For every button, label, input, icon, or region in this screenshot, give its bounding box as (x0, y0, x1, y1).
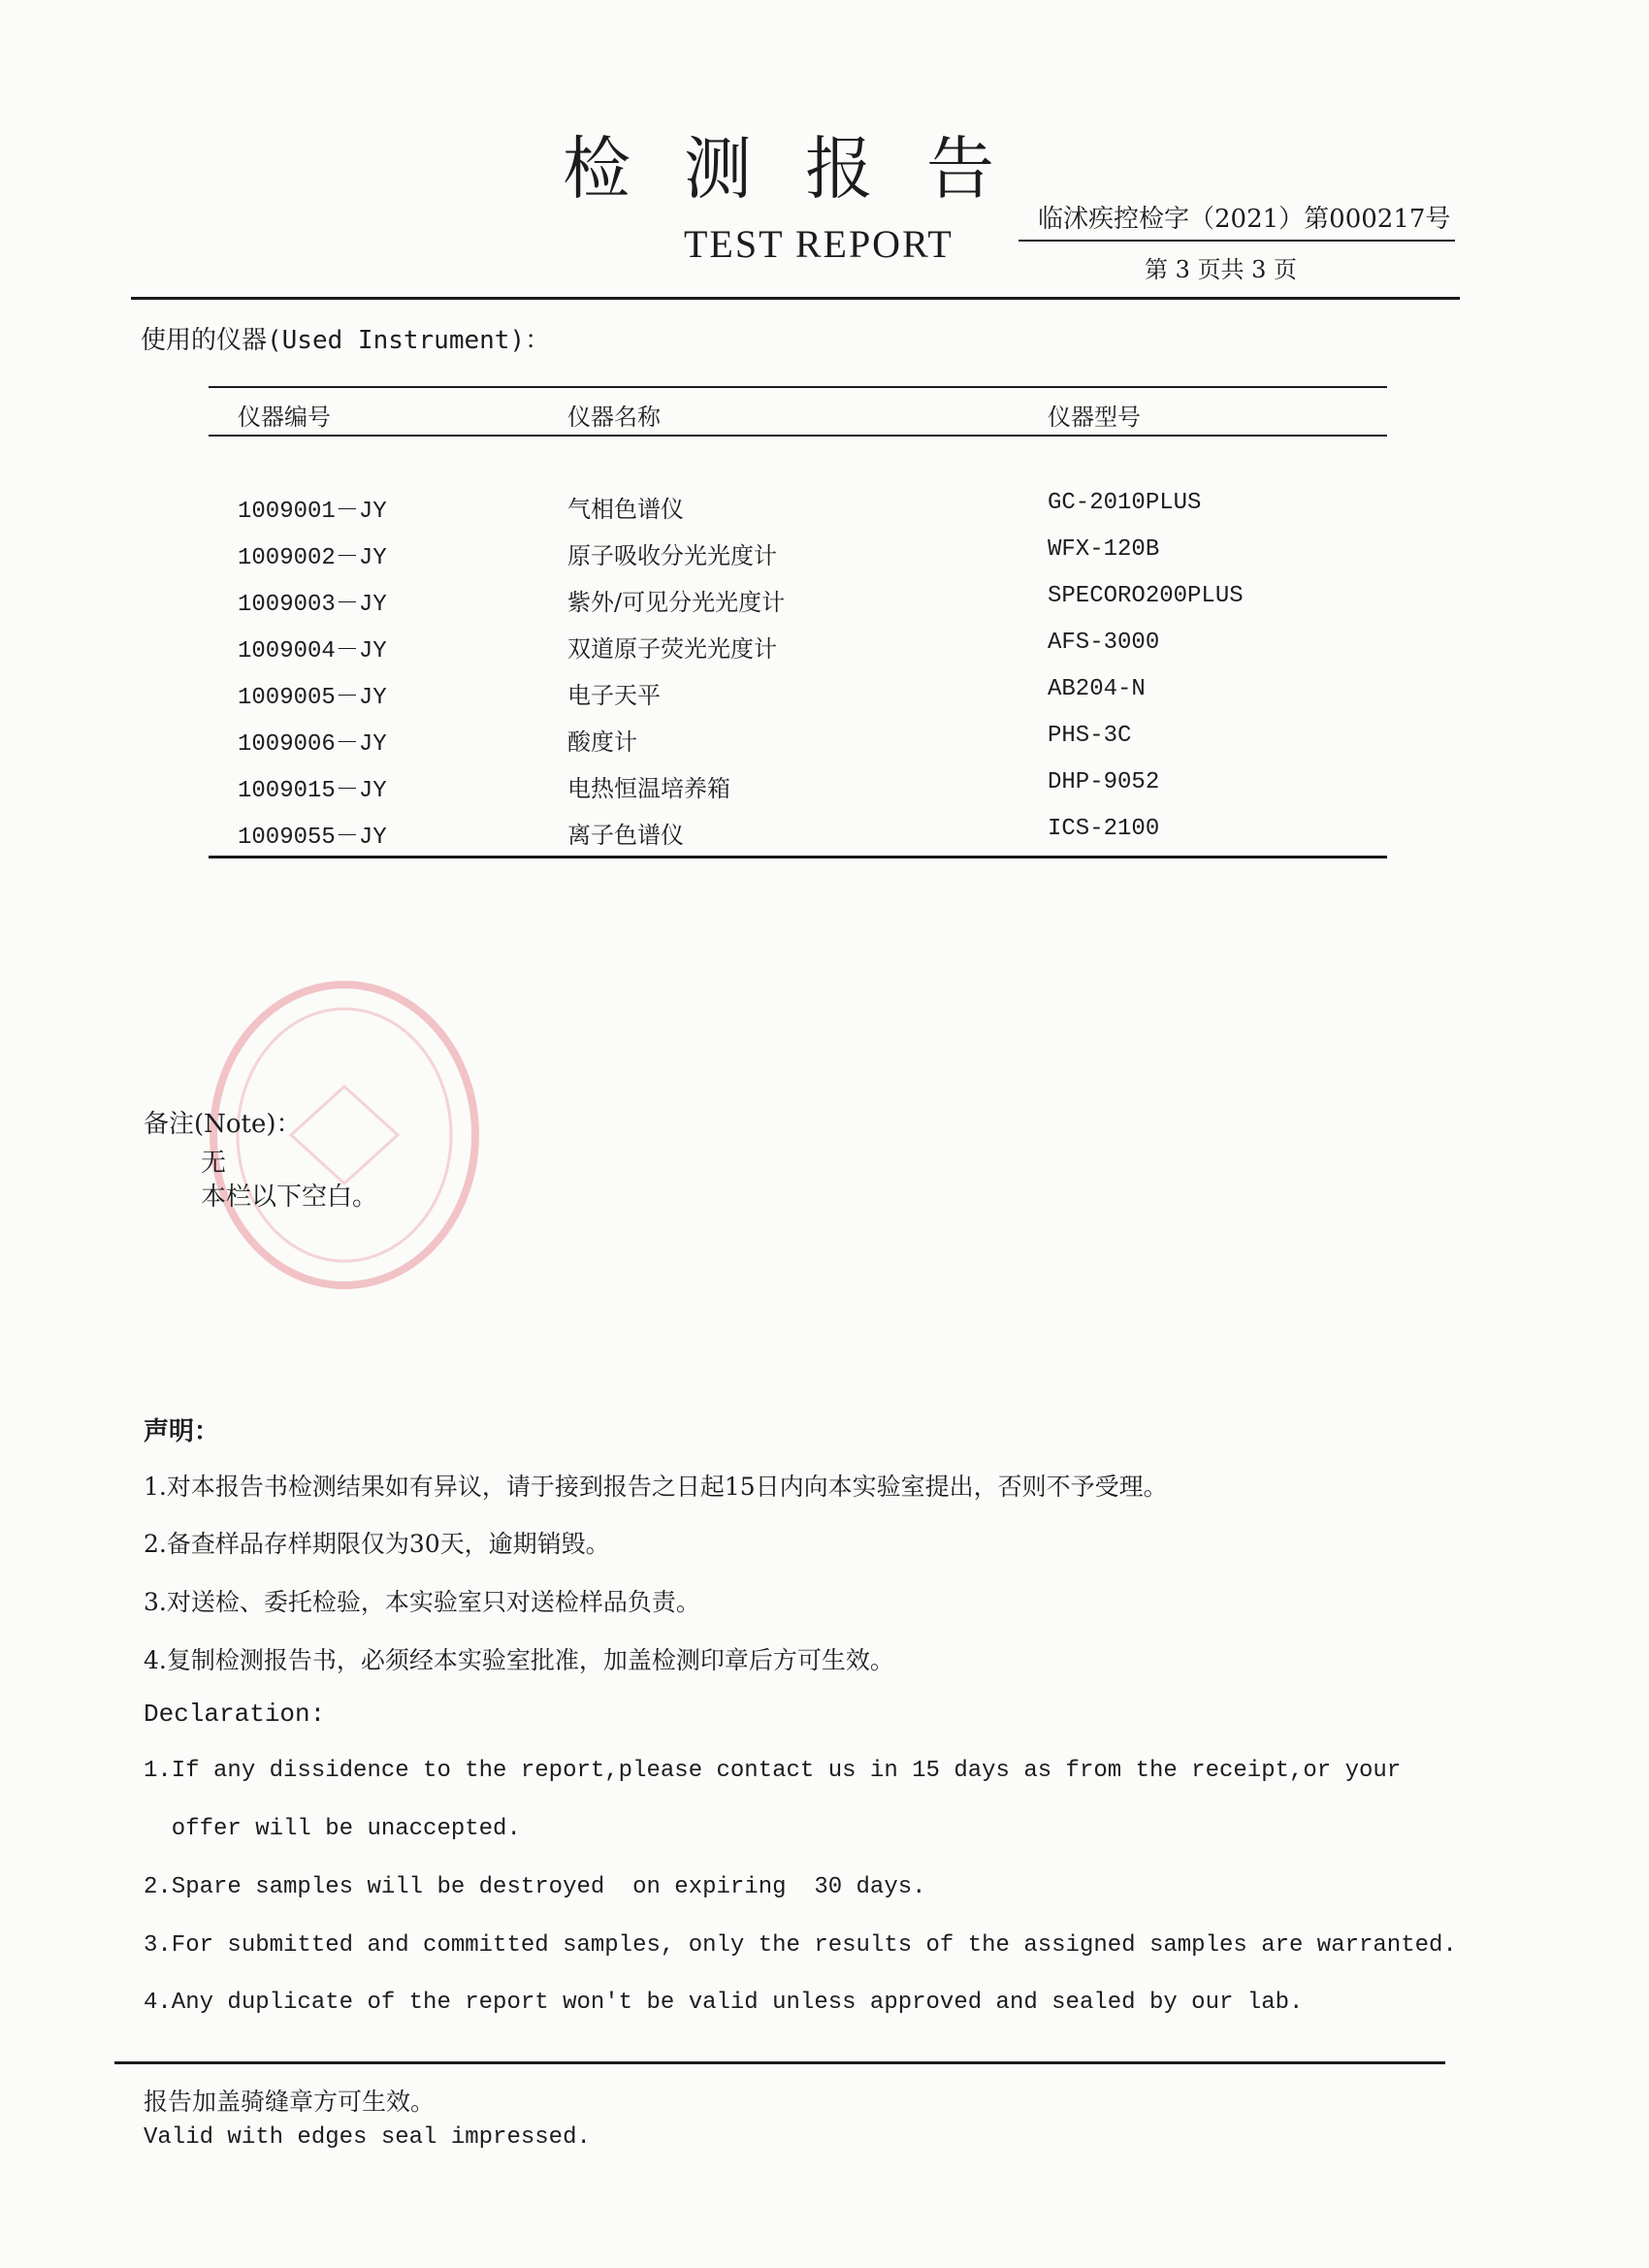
instrument-name: 电子天平 (567, 682, 661, 709)
declaration-cn-item: 4.复制检测报告书，必须经本实验室批准，加盖检测印章后方可生效。 (144, 1646, 894, 1674)
instrument-name: 离子色谱仪 (567, 822, 684, 849)
declaration-en-item: 3.For submitted and committed samples, only the results of the assigned samples are warranted. (144, 1932, 1457, 1959)
instrument-name: 酸度计 (567, 729, 637, 756)
instrument-id: 1009004－JY (238, 638, 387, 664)
instrument-model: ICS-2100 (1048, 816, 1160, 842)
instrument-id: 1009005－JY (238, 685, 387, 711)
instrument-model: AB204-N (1048, 676, 1146, 702)
instrument-model: AFS-3000 (1048, 630, 1160, 656)
column-instrument-model: 仪器型号 (1048, 404, 1141, 431)
declaration-en-item: 2.Spare samples will be destroyed on expiring 30 days. (144, 1874, 926, 1900)
footer-en: Valid with edges seal impressed. (144, 2124, 591, 2151)
instrument-model: DHP-9052 (1048, 769, 1160, 795)
instrument-table-bottom-rule (209, 856, 1387, 859)
declaration-cn-item: 3.对送检、委托检验，本实验室只对送检样品负责。 (144, 1588, 700, 1616)
column-instrument-name: 仪器名称 (567, 404, 661, 431)
instrument-name: 原子吸收分光光度计 (567, 542, 777, 569)
instrument-name: 双道原子荧光光度计 (567, 635, 777, 663)
declaration-cn-item: 2.备查样品存样期限仅为30天，逾期销毁。 (144, 1530, 610, 1558)
declaration-en-title: Declaration: (144, 1700, 326, 1729)
instrument-id: 1009002－JY (238, 545, 387, 571)
note-title: 备注(Note)： (144, 1110, 302, 1139)
instrument-model: PHS-3C (1048, 723, 1132, 749)
report-number: 临沭疾控检字（2021）第000217号 (1038, 205, 1451, 234)
instrument-model: WFX-120B (1048, 536, 1160, 563)
instrument-model: GC-2010PLUS (1048, 490, 1202, 516)
instrument-id: 1009055－JY (238, 825, 387, 851)
footer-cn: 报告加盖骑缝章方可生效。 (144, 2088, 436, 2116)
instrument-id: 1009015－JY (238, 778, 387, 804)
instrument-id: 1009001－JY (238, 499, 387, 525)
footer-divider (114, 2061, 1445, 2064)
report-number-underline (1018, 240, 1455, 242)
instrument-name: 紫外/可见分光光度计 (567, 589, 786, 616)
report-title-en: TEST REPORT (684, 222, 954, 266)
note-line: 本栏以下空白。 (201, 1183, 378, 1212)
instrument-table-top-rule (209, 386, 1387, 388)
page-number: 第 3 页共 3 页 (1145, 256, 1298, 283)
declaration-en-item: 4.Any duplicate of the report won't be valid unless approved and sealed by our lab. (144, 1990, 1304, 2016)
instrument-name: 电热恒温培养箱 (567, 775, 730, 802)
declaration-en-item: offer will be unaccepted. (144, 1816, 521, 1842)
column-instrument-id: 仪器编号 (238, 404, 331, 431)
instrument-model: SPECORO200PLUS (1048, 583, 1244, 609)
declaration-en-item: 1.If any dissidence to the report,please contact us in 15 days as from the receipt,or your (144, 1758, 1402, 1784)
declaration-cn-title: 声明： (144, 1417, 220, 1446)
header-divider (131, 297, 1460, 300)
declaration-cn-item: 1.对本报告书检测结果如有异议，请于接到报告之日起15日内向本实验室提出，否则不予受理。 (144, 1473, 1168, 1501)
instrument-table-header-rule (209, 435, 1387, 437)
note-line: 无 (201, 1149, 227, 1178)
report-title-cn: 检测报告 (563, 129, 1048, 209)
instrument-id: 1009006－JY (238, 731, 387, 758)
instrument-name: 气相色谱仪 (567, 496, 684, 523)
instrument-id: 1009003－JY (238, 592, 387, 618)
instrument-section-title: 使用的仪器(Used Instrument)： (141, 326, 551, 355)
